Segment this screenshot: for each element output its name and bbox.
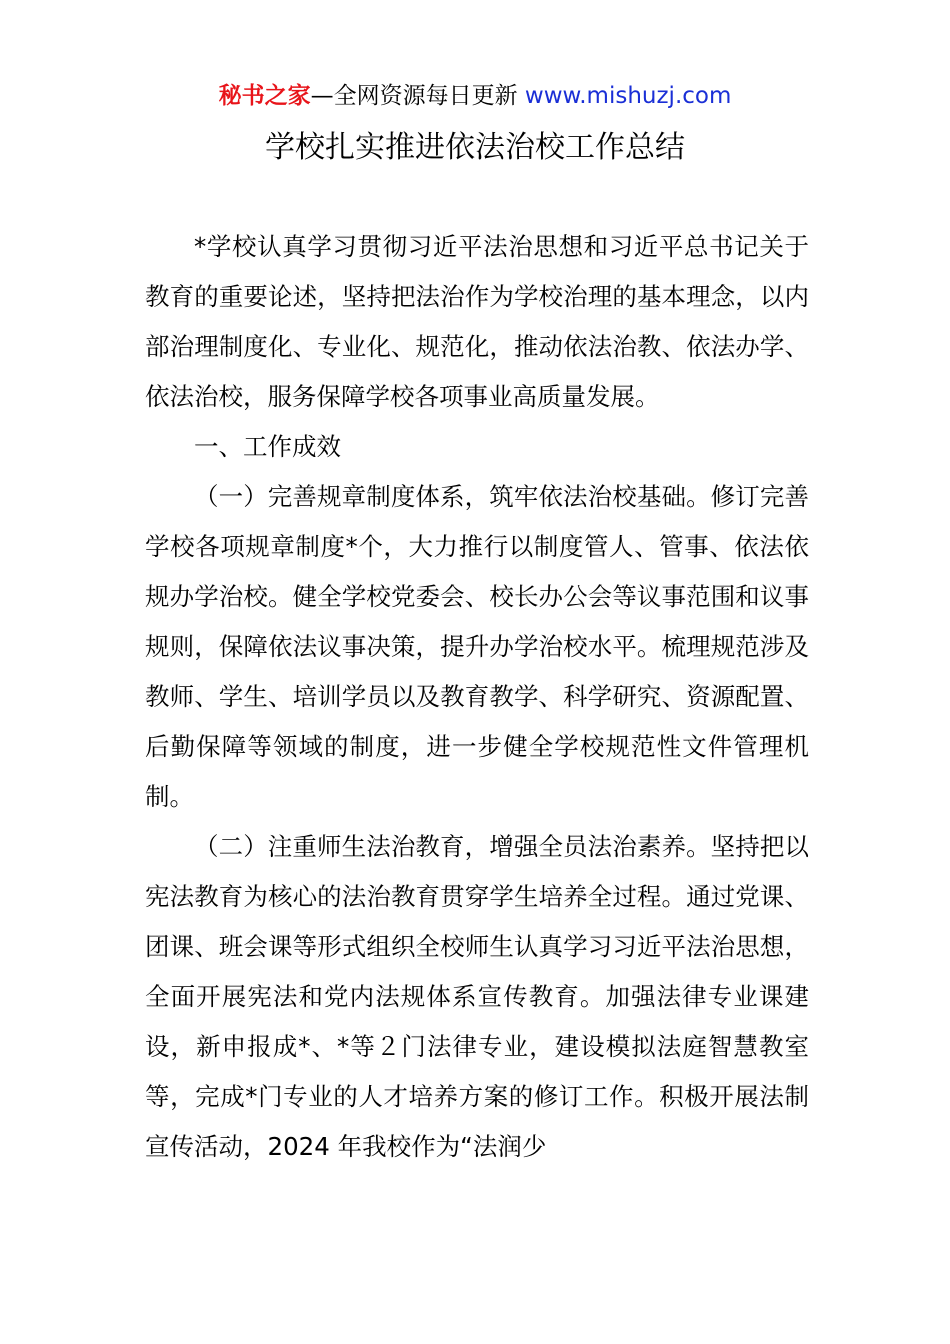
subsection-paragraph-2: （二）注重师生法治教育，增强全员法治素养。坚持把以宪法教育为核心的法治教育贯穿学生培养全过程。通过党课、团课、班会课等形式组织全校师生认真学习习近平法治思想，全面开展宪法和党内法规体系宣传教育。加强法律专业课建设，新申报成*、*等２门法律专业，建设模拟法庭智慧教室等，完成*门专业的人才培养方案的修订工作。积极开展法制宣传活动，2024 年我校作为“法润少 (145, 832, 809, 1161)
header-tagline: —全网资源每日更新 (310, 83, 518, 109)
document-body (145, 222, 809, 1172)
section-heading: 一、工作成效 (194, 432, 341, 461)
site-url: www.mishuzj.com (524, 83, 732, 109)
intro-paragraph: *学校认真学习贯彻习近平法治思想和习近平总书记关于教育的重要论述，坚持把法治作为学校治理的基本理念，以内部治理制度化、专业化、规范化，推动依法治教、依法办学、依法治校，服务保障学校各项事业高质量发展。 (145, 232, 809, 411)
document-title: 学校扎实推进依法治校工作总结 (265, 130, 685, 165)
brand-name: 秘书之家 (218, 83, 311, 109)
subsection-paragraph-1: （一）完善规章制度体系，筑牢依法治校基础。修订完善学校各项规章制度*个，大力推行以制度管人、管事、依法依规办学治校。健全学校党委会、校长办公会等议事范围和议事规则，保障依法议事决策，提升办学治校水平。梳理规范涉及教师、学生、培训学员以及教育教学、科学研究、资源配置、后勤保障等领域的制度，进一步健全学校规范性文件管理机制。 (145, 482, 809, 811)
site-header (0, 80, 950, 112)
